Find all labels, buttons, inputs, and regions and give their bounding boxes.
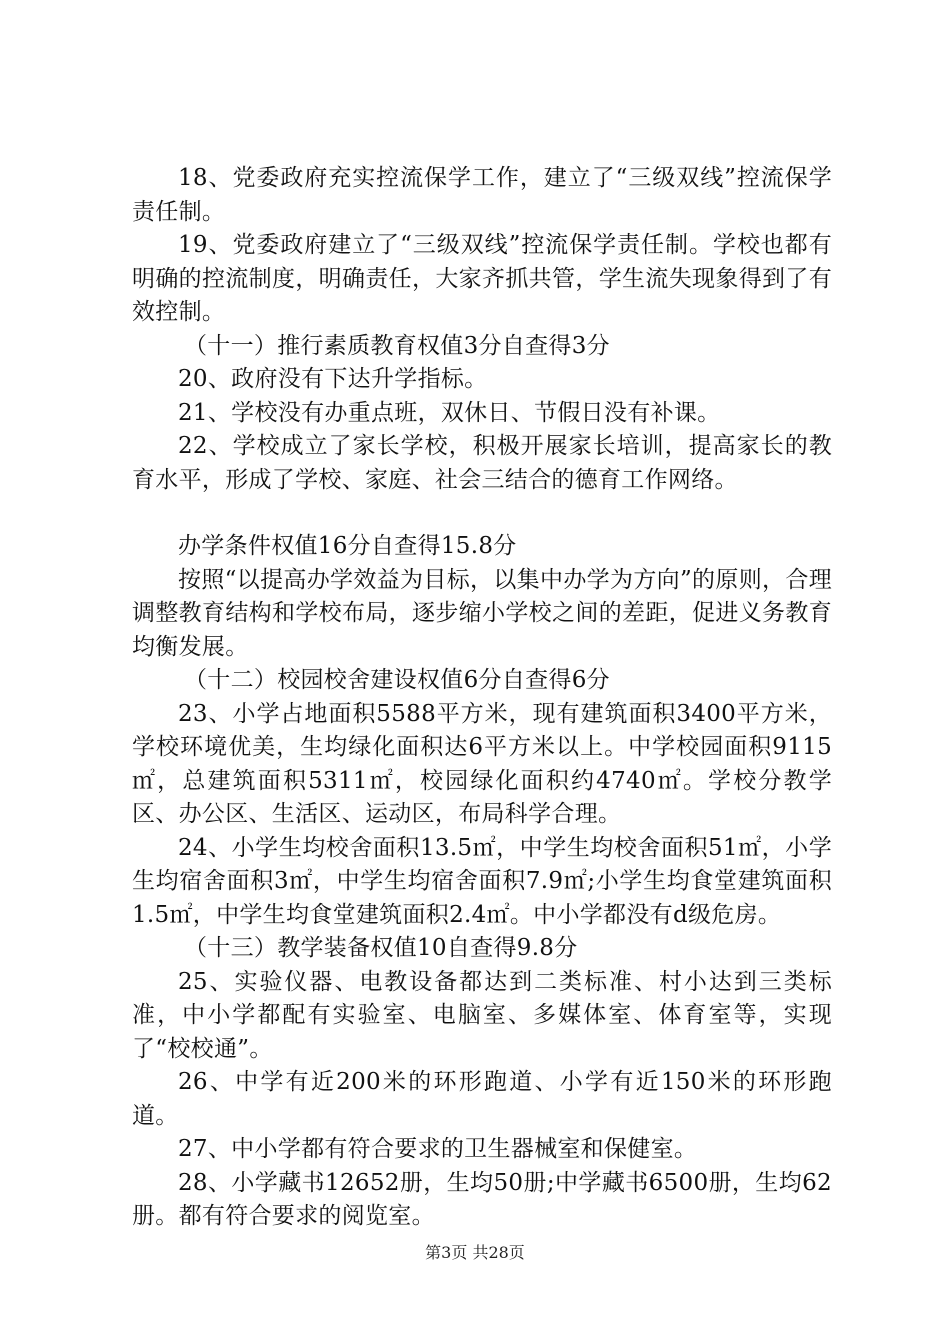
page-number-footer: 第3页 共28页 — [425, 1243, 525, 1262]
section-spacer — [132, 497, 832, 530]
paragraph-item-28: 28、小学藏书12652册，生均50册;中学藏书6500册，生均62册。都有符合要求的阅览室。 — [132, 1169, 832, 1229]
paragraph-item-18: 18、党委政府充实控流保学工作，建立了“三级双线”控流保学责任制。 — [132, 165, 832, 225]
subsection-heading-11: （十一）推行素质教育权值3分自查得3分 — [184, 332, 610, 359]
paragraph-item-20: 20、政府没有下达升学指标。 — [178, 366, 488, 392]
subsection-heading-13: （十三）教学装备权值10自查得9.8分 — [184, 935, 578, 961]
paragraph-item-19: 19、党委政府建立了“三级双线”控流保学责任制。学校也都有明确的控流制度，明确责任，大家齐抓共管，学生流失现象得到了有效控制。 — [132, 232, 832, 325]
paragraph-item-27: 27、中小学都有符合要求的卫生器械室和保健室。 — [178, 1136, 698, 1162]
section-title: 办学条件权值16分自查得15.8分 — [178, 533, 517, 559]
paragraph-intro: 按照“以提高办学效益为目标，以集中办学为方向”的原则，合理调整教育结构和学校布局，逐步缩小学校之间的差距，促进义务教育均衡发展。 — [132, 566, 832, 660]
subsection-heading-12: （十二）校园校舍建设权值6分自查得6分 — [184, 667, 610, 693]
document-body — [132, 162, 832, 1234]
paragraph-item-21: 21、学校没有办重点班，双休日、节假日没有补课。 — [178, 399, 721, 426]
paragraph-item-22: 22、学校成立了家长学校，积极开展家长培训，提高家长的教育水平，形成了学校、家庭、社会三结合的德育工作网络。 — [132, 433, 832, 493]
paragraph-item-23: 23、小学占地面积5588平方米，现有建筑面积3400平方米，学校环境优美，生均绿化面积达6平方米以上。中学校园面积9115㎡，总建筑面积5311㎡，校园绿化面积约4740㎡。学校分教学区、办公区、生活区、运动区，布局科学合理。 — [132, 700, 832, 827]
paragraph-item-24: 24、小学生均校舍面积13.5㎡，中学生均校舍面积51㎡，小学生均宿舍面积3㎡，中学生均宿舍面积7.9㎡;小学生均食堂建筑面积1.5㎡，中学生均食堂建筑面积2.4㎡。中小学都没有d级危房。 — [132, 834, 832, 928]
paragraph-item-25: 25、实验仪器、电教设备都达到二类标准、村小达到三类标准，中小学都配有实验室、电脑室、多媒体室、体育室等，实现了“校校通”。 — [132, 968, 832, 1062]
paragraph-item-26: 26、中学有近200米的环形跑道、小学有近150米的环形跑道。 — [132, 1069, 832, 1129]
